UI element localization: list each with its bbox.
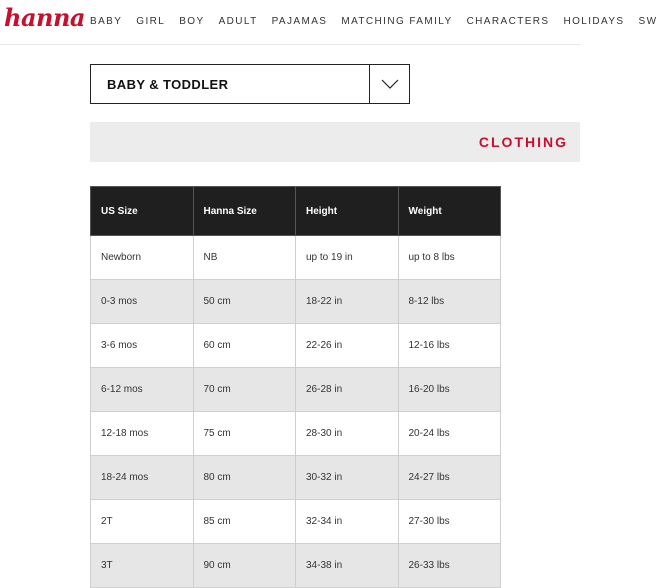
size-category-select[interactable] xyxy=(90,64,410,104)
column-header: US Size xyxy=(91,187,194,236)
table-row xyxy=(91,456,501,500)
table-header-row xyxy=(91,187,501,236)
table-cell: Newborn xyxy=(91,236,194,280)
table-cell: 16-20 lbs xyxy=(398,368,501,412)
table-cell: 60 cm xyxy=(193,324,296,368)
nav-item-characters[interactable]: CHARACTERS xyxy=(466,16,550,27)
table-cell: 85 cm xyxy=(193,500,296,544)
nav-item-adult[interactable]: ADULT xyxy=(218,16,258,27)
table-cell: 12-16 lbs xyxy=(398,324,501,368)
table-cell: 2T xyxy=(91,500,194,544)
table-row xyxy=(91,544,501,588)
table-cell: 3-6 mos xyxy=(91,324,194,368)
main-nav xyxy=(90,15,671,29)
table-cell: 0-3 mos xyxy=(91,280,194,324)
nav-item-pajamas[interactable]: PAJAMAS xyxy=(271,16,328,27)
table-row xyxy=(91,368,501,412)
column-header: Hanna Size xyxy=(193,187,296,236)
table-cell: 20-24 lbs xyxy=(398,412,501,456)
table-cell: 22-26 in xyxy=(296,324,399,368)
table-cell: 70 cm xyxy=(193,368,296,412)
table-cell: 18-22 in xyxy=(296,280,399,324)
table-row xyxy=(91,236,501,280)
section-title: CLOTHING xyxy=(478,134,568,150)
table-row xyxy=(91,500,501,544)
nav-item-matching-family[interactable]: MATCHING FAMILY xyxy=(341,16,453,27)
nav-item-girl[interactable]: GIRL xyxy=(136,16,166,27)
table-cell: 90 cm xyxy=(193,544,296,588)
size-category-selected: BABY & TODDLER xyxy=(107,77,229,92)
table-cell: 26-28 in xyxy=(296,368,399,412)
table-row xyxy=(91,280,501,324)
table-cell: 27-30 lbs xyxy=(398,500,501,544)
table-cell: 26-33 lbs xyxy=(398,544,501,588)
table-cell: 32-34 in xyxy=(296,500,399,544)
table-row xyxy=(91,324,501,368)
nav-item-boy[interactable]: BOY xyxy=(179,16,205,27)
size-chart-table xyxy=(90,186,501,588)
table-cell: 6-12 mos xyxy=(91,368,194,412)
chevron-down-icon xyxy=(381,79,399,89)
nav-item-holidays[interactable]: HOLIDAYS xyxy=(563,16,625,27)
table-cell: 75 cm xyxy=(193,412,296,456)
table-cell: 34-38 in xyxy=(296,544,399,588)
table-cell: 3T xyxy=(91,544,194,588)
dropdown-toggle-button[interactable] xyxy=(369,65,409,103)
table-cell: 24-27 lbs xyxy=(398,456,501,500)
nav-item-baby[interactable]: BABY xyxy=(90,16,123,27)
table-cell: 30-32 in xyxy=(296,456,399,500)
table-cell: 18-24 mos xyxy=(91,456,194,500)
table-cell: 50 cm xyxy=(193,280,296,324)
nav-item-sw[interactable]: SW xyxy=(638,16,658,27)
table-row xyxy=(91,412,501,456)
table-cell: 8-12 lbs xyxy=(398,280,501,324)
table-cell: 12-18 mos xyxy=(91,412,194,456)
table-cell: 28-30 in xyxy=(296,412,399,456)
section-header-bar xyxy=(90,122,580,162)
column-header: Height xyxy=(296,187,399,236)
table-cell: up to 19 in xyxy=(296,236,399,280)
column-header: Weight xyxy=(398,187,501,236)
hanna-logo[interactable]: hanna xyxy=(4,3,85,32)
table-cell: NB xyxy=(193,236,296,280)
table-cell: up to 8 lbs xyxy=(398,236,501,280)
site-header xyxy=(0,0,658,45)
table-cell: 80 cm xyxy=(193,456,296,500)
